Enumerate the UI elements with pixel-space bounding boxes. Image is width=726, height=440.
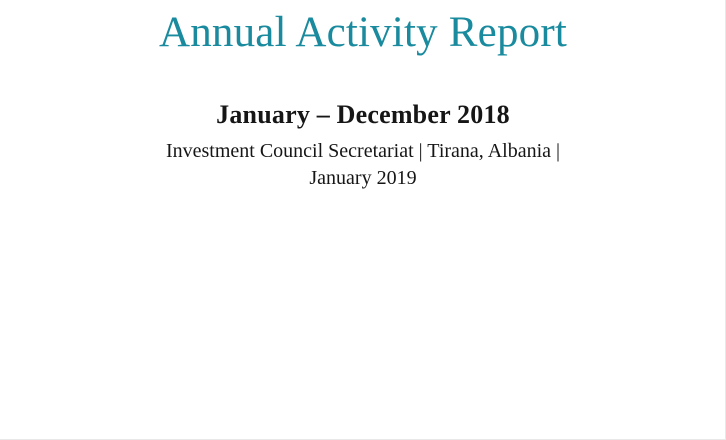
page-title: Annual Activity Report	[158, 9, 568, 56]
title-block	[0, 0, 726, 60]
subtitle-block	[0, 98, 726, 192]
report-period: January – December 2018	[216, 100, 510, 129]
report-byline: Investment Council Secretariat | Tirana, Albania | January 2019	[165, 140, 561, 189]
